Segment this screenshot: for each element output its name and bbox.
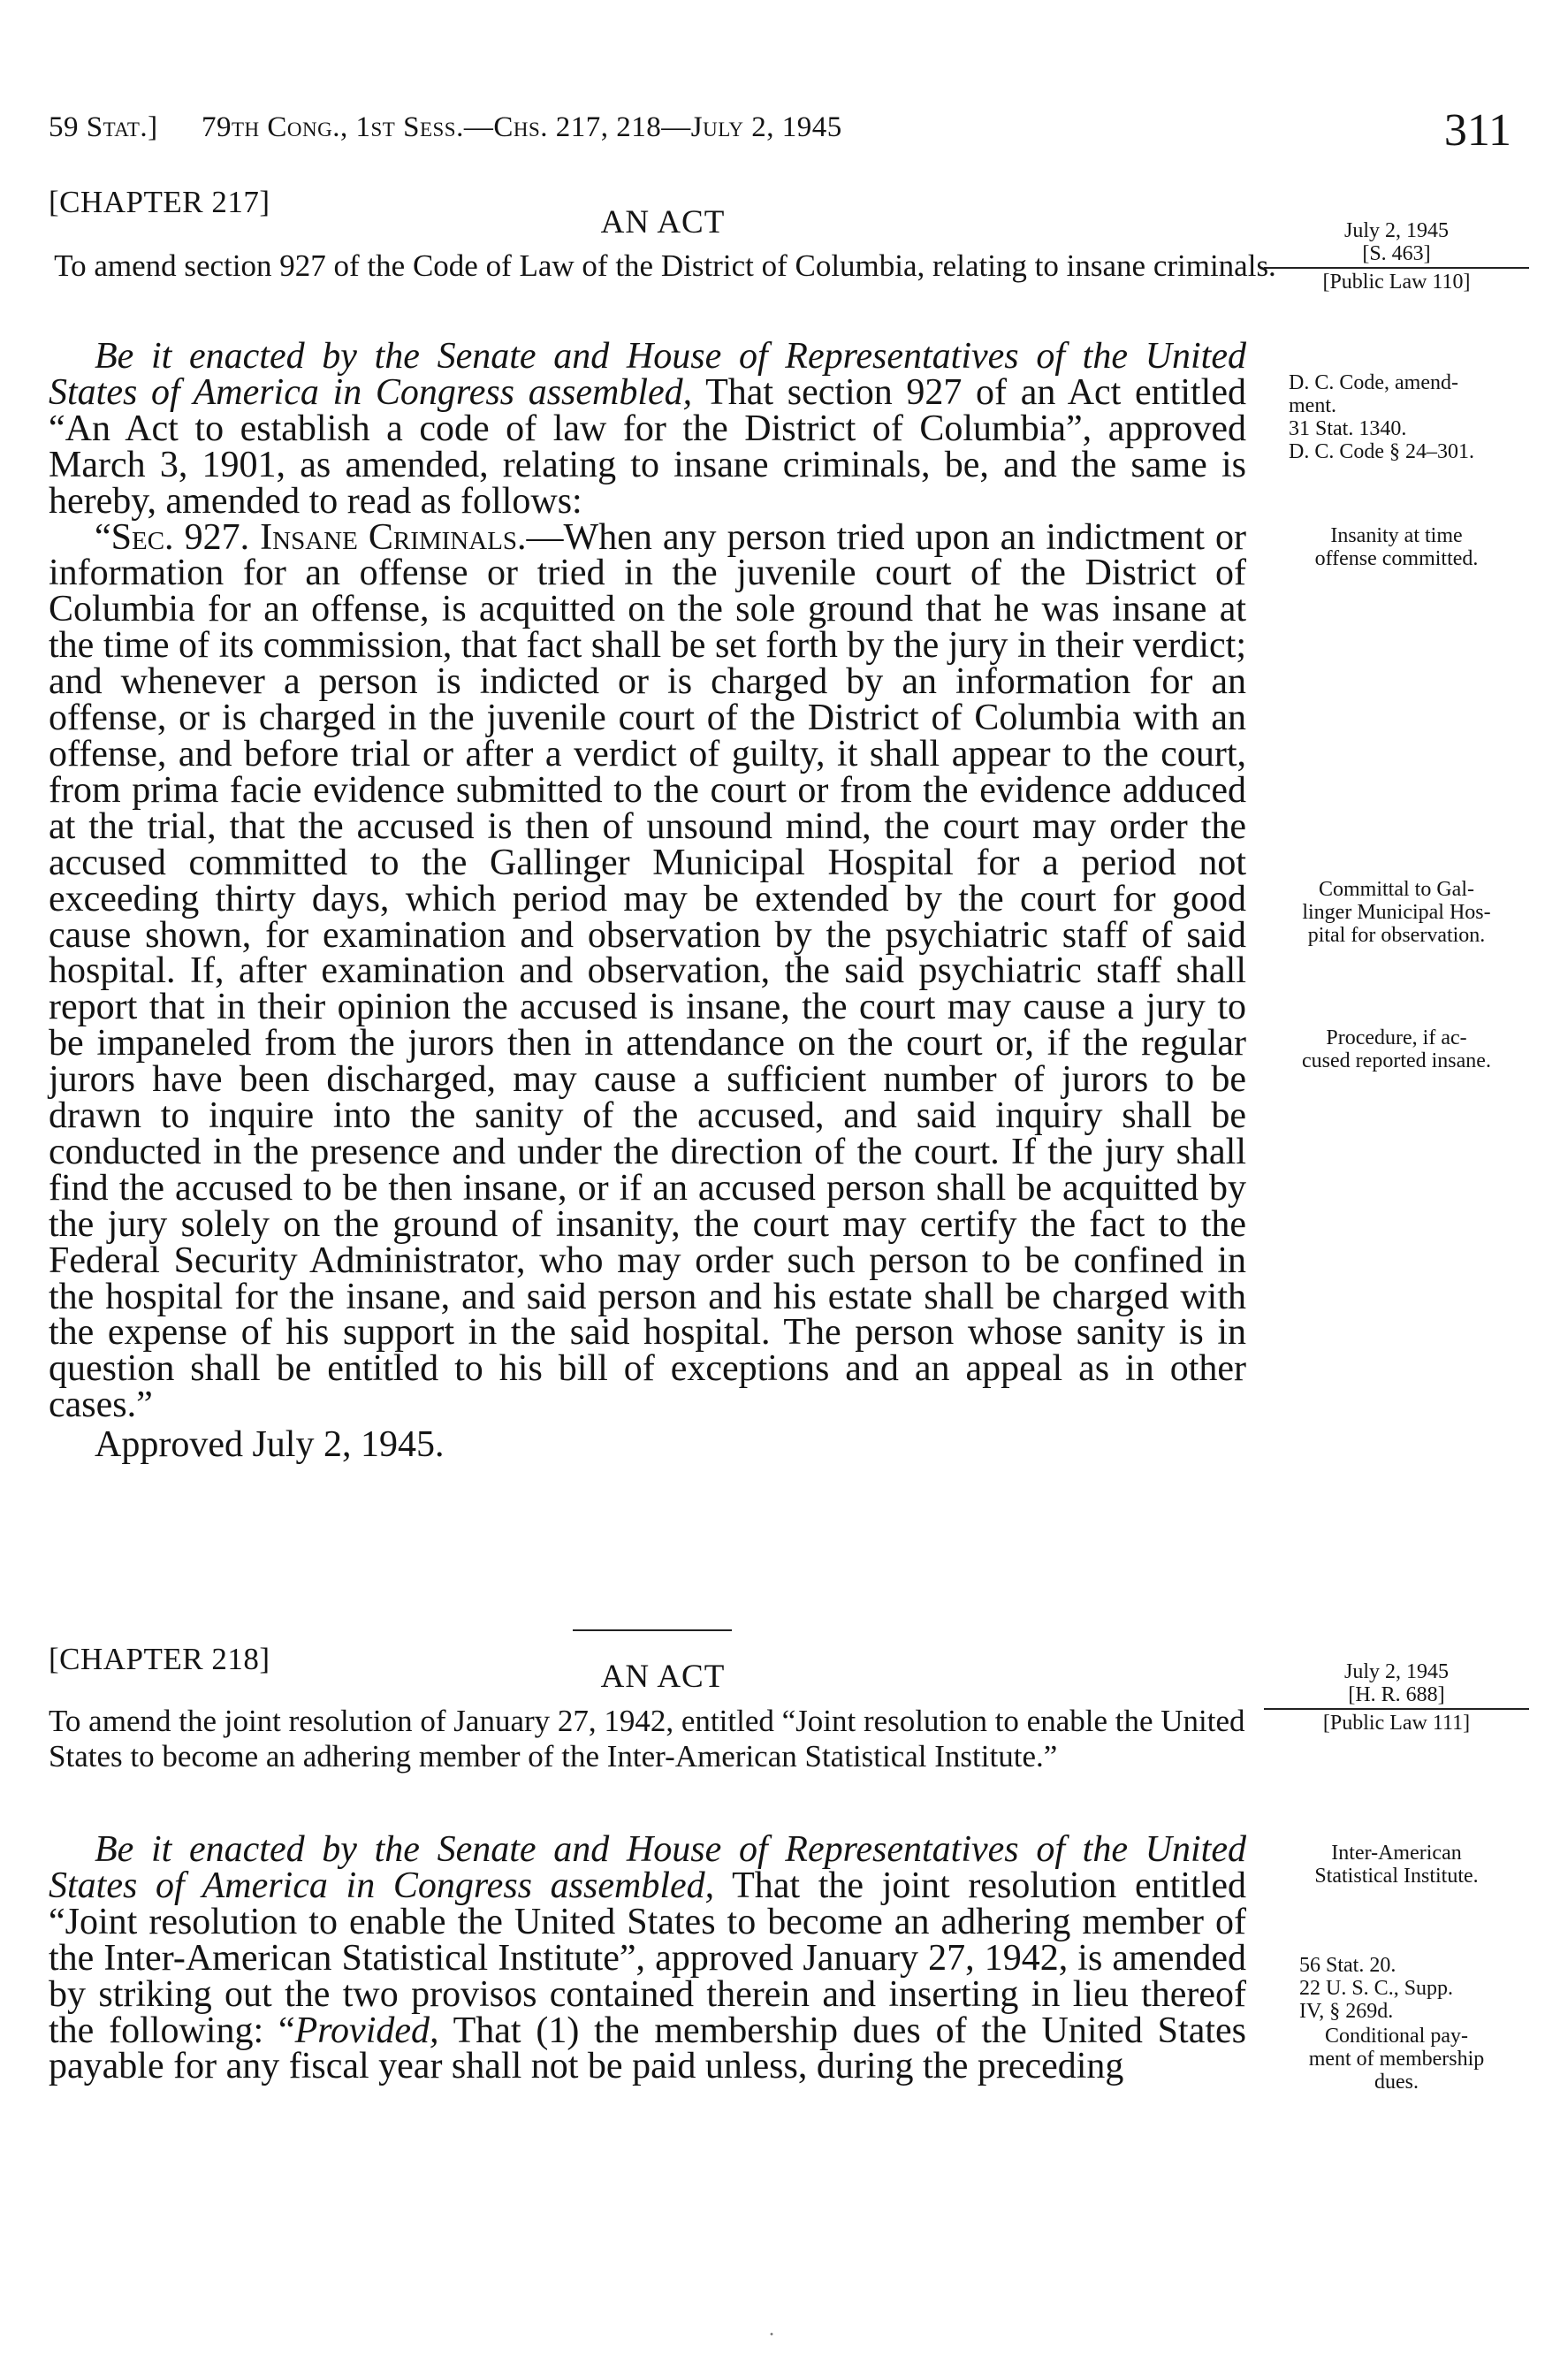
margin-cond-line1: Conditional pay- <box>1325 2025 1468 2048</box>
margin-ref-line2: 22 U. S. C., Supp. <box>1299 1977 1454 2000</box>
chapter-separator-rule <box>573 1629 732 1631</box>
margin-rule <box>1264 1708 1529 1710</box>
running-head-stat: 59 Stat.] <box>49 111 158 143</box>
chapter-217-label: [CHAPTER 217] <box>49 185 270 219</box>
margin-dc-code-line1: D. C. Code, amend- <box>1289 371 1458 394</box>
margin-conditional-payment <box>1264 2025 1529 2094</box>
margin-committal-line2: linger Municipal Hos- <box>1302 901 1491 924</box>
chapter-218-body <box>49 1829 1247 2087</box>
margin-date: July 2, 1945 <box>1343 1660 1449 1683</box>
margin-procedure-line2: cused reported insane. <box>1302 1049 1491 1072</box>
margin-cond-line3: dues. <box>1374 2071 1419 2094</box>
margin-ref-line1: 56 Stat. 20. <box>1299 1954 1396 1977</box>
running-head-session: 79th Cong., 1st Sess.—Chs. 217, 218—July 2, 1945 <box>202 111 842 143</box>
margin-insanity-line1: Insanity at time <box>1330 524 1463 547</box>
margin-stat-ref: 31 Stat. 1340. <box>1289 417 1407 440</box>
chapter-217-act-title: AN ACT <box>600 204 726 240</box>
margin-statute-refs <box>1264 1954 1529 2023</box>
margin-institute <box>1264 1842 1529 1888</box>
margin-code-ref: D. C. Code § 24–301. <box>1289 440 1474 463</box>
chapter-217-body <box>49 336 1246 1466</box>
provided-word: Provided, <box>294 2010 439 2051</box>
margin-bill-number: [H. R. 688] <box>1348 1683 1445 1706</box>
margin-ref-line3: IV, § 269d. <box>1299 2000 1394 2023</box>
margin-cond-line2: ment of membership <box>1308 2048 1485 2071</box>
margin-dc-code <box>1264 371 1529 463</box>
section-text: —When any person tried upon an indictment or information for an offense or tried in the juvenile court of the District of Columbia for an offense, is acquitted on the sole ground that he was insane at the time of its commission, that fact shall be set forth by the jury in their verdict; and whenever a person is indicted or is charged by an information for an offense, or is charged in the juvenile court of the District of Columbia with an offense, and before trial or after a verdict of guilty, it shall appear to the court, from prima facie evidence submitted to the court or from the evidence adduced at the trial, that the accused is then of unsound mind, the court may order the accused committed to the Gallinger Municipal Hospital for a period not exceeding thirty days, which period may be extended by the court for good cause shown, for examination and observation by the psychiatric staff of said hospital. If, after examination and observation, the said psychiatric staff shall report that in their opinion the accused is insane, the court may cause a jury to be impaneled from the jurors then in attendance on the court or, if the regular jurors have been discharged, may cause a sufficient number of jurors to be drawn to inquire into the sanity of the accused, and said inquiry shall be conducted in the presence and under the direction of the court. If the jury shall find the accused to be then insane, or if an accused person shall be acquitted by the jury solely on the ground of insanity, the court may certify the fact to the Federal Security Administrator, who may order such person to be confined in the hospital for the insane, and said person and his estate shall be charged with the expense of his support in the said hospital. The person whose sanity is in question shall be entitled to his bill of exceptions and an appeal as in other cases.” <box>49 516 1246 1426</box>
footer-mark: · <box>768 2323 775 2346</box>
margin-date: July 2, 1945 <box>1343 219 1449 242</box>
margin-dc-code-line2: ment. <box>1289 394 1336 417</box>
margin-public-law: [Public Law 110] <box>1322 271 1471 294</box>
chapter-217-purpose: To amend section 927 of the Code of Law of the District of Columbia, relating to insane criminals. <box>54 248 1276 283</box>
section-927-paragraph <box>49 516 1246 1426</box>
chapter-217-margin-heading <box>1264 219 1529 294</box>
chapter-218-purpose: To amend the joint resolution of January 27, 1942, entitled “Joint resolution to enable the United States to become an adhering member of the Inter-American Statistical Institute.” <box>49 1704 1245 1774</box>
enacting-clause: Be it enacted by the Senate and House of Representatives of the United States of America in Congress assembled, <box>49 336 1246 413</box>
margin-committal-line1: Committal to Gal- <box>1319 878 1474 901</box>
margin-procedure <box>1264 1026 1529 1072</box>
body-intro: That section 927 of an Act entitled “An Act to establish a code of law for the District of Columbia”, approved March 3, 1901, as amended, relating to insane criminals, be, and the same is hereby, amended to read as follows: <box>49 371 1246 522</box>
margin-public-law: [Public Law 111] <box>1322 1712 1471 1735</box>
approved-line: Approved July 2, 1945. <box>95 1424 445 1466</box>
margin-institute-line2: Statistical Institute. <box>1314 1865 1479 1888</box>
chapter-217-enacting-paragraph <box>49 336 1246 522</box>
body-intro: That the joint resolution entitled “Joint resolution to enable the United States to become an adhering member of the Inter-American Statistical Institute”, approved January 27, 1942, is amended by striking out the two provisos contained therein and inserting in lieu thereof the following: “ <box>49 1865 1247 2051</box>
chapter-218-label: [CHAPTER 218] <box>49 1642 270 1676</box>
chapter-218-margin-heading <box>1264 1660 1529 1735</box>
page-number: 311 <box>1443 105 1511 156</box>
margin-insanity <box>1264 524 1529 570</box>
margin-rule <box>1264 267 1529 269</box>
margin-committal-line3: pital for observation. <box>1307 924 1486 947</box>
margin-insanity-line2: offense committed. <box>1314 547 1479 570</box>
section-heading: “Sec. 927. Insane Criminals. <box>95 516 527 558</box>
body-rest: That (1) the membership dues of the United States payable for any fiscal year shall not be paid unless, during the preceding <box>49 2010 1246 2087</box>
margin-bill-number: [S. 463] <box>1362 242 1431 265</box>
margin-committal <box>1264 878 1529 947</box>
chapter-218-act-title: AN ACT <box>600 1659 726 1695</box>
enacting-clause: Be it enacted by the Senate and House of Representatives of the United States of America in Congress assembled, <box>49 1829 1246 1906</box>
margin-procedure-line1: Procedure, if ac- <box>1326 1026 1467 1049</box>
chapter-218-enacting-paragraph <box>49 1829 1247 2087</box>
margin-institute-line1: Inter-American <box>1331 1842 1462 1865</box>
